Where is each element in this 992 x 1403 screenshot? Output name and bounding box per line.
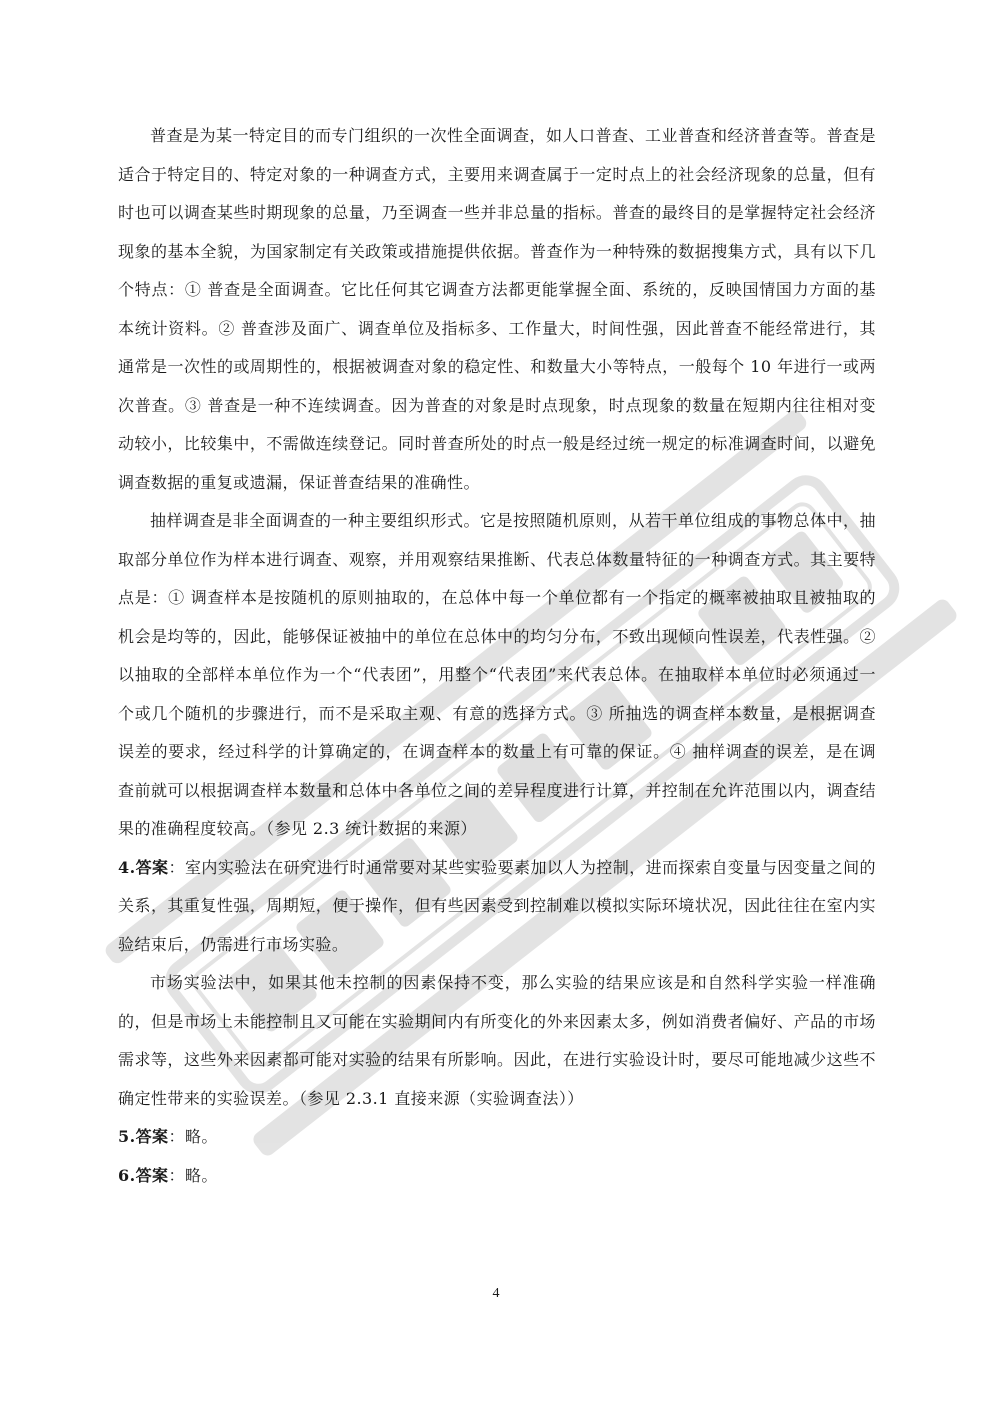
- paragraph-census: 普查是为某一特定目的而专门组织的一次性全面调查，如人口普查、工业普查和经济普查等。普查是适合于特定目的、特定对象的一种调查方式，主要用来调查属于一定时点上的社会经济现象的总量，但有时也可以调查某些时期现象的总量，乃至调查一些并非总量的指标。普查的最终目的是掌握特定社会经济现象的基本全貌，为国家制定有关政策或措施提供依据。普查作为一种特殊的数据搜集方式，具有以下几个特点：① 普查是全面调查。它比任何其它调查方法都更能掌握全面、系统的，反映国情国力方面的基本统计资料。② 普查涉及面广、调查单位及指标多、工作量大，时间性强，因此普查不能经常进行，其通常是一次性的或周期性的，根据被调查对象的稳定性、和数量大小等特点，一般每个 10 年进行一或两次普查。③ 普查是一种不连续调查。因为普查的对象是时点现象，时点现象的数量在短期内往往相对变动较小，比较集中，不需做连续登记。同时普查所处的时点一般是经过统一规定的标准调查时间，以避免调查数据的重复或遗漏，保证普查结果的准确性。: [118, 126, 876, 492]
- paragraph-sampling-survey: 抽样调查是非全面调查的一种主要组织形式。它是按照随机原则，从若干单位组成的事物总体中，抽取部分单位作为样本进行调查、观察，并用观察结果推断、代表总体数量特征的一种调查方式。其主要特点是：① 调查样本是按随机的原则抽取的，在总体中每一个单位都有一个指定的概率被抽取且被抽取的机会是均等的，因此，能够保证被抽中的单位在总体中的均匀分布，不致出现倾向性误差，代表性强。② 以抽取的全部样本单位作为一个“代表团”，用整个“代表团”来代表总体。在抽取样本单位时必须通过一个或几个随机的步骤进行，而不是采取主观、有意的选择方式。③ 所抽选的调查样本数量，是根据调查误差的要求，经过科学的计算确定的，在调查样本的数量上有可靠的保证。④ 抽样调查的误差，是在调查前就可以根据调查样本数量和总体中各单位之间的差异程度进行计算，并控制在允许范围以内，调查结果的准确程度较高。（参见 2.3 统计数据的来源）: [118, 511, 876, 838]
- answer-4-label: 4.答案: [118, 857, 169, 877]
- answer-5-text: ：略。: [168, 1127, 218, 1146]
- answer-4-text: ：室内实验法在研究进行时通常要对某些实验要素加以人为控制，进而探索自变量与因变量之间的关系，其重复性强，周期短，便于操作，但有些因素受到控制难以模拟实际环境状况，因此往往在室内实验结束后，仍需进行市场实验。: [118, 857, 876, 954]
- paragraph-market-experiment: 市场实验法中，如果其他未控制的因素保持不变，那么实验的结果应该是和自然科学实验一样准确的，但是市场上未能控制且又可能在实验期间内有所变化的外来因素太多，例如消费者偏好、产品的市场需求等，这些外来因素都可能对实验的结果有所影响。因此，在进行实验设计时，要尽可能地减少这些不确定性带来的实验误差。（参见 2.3.1 直接来源（实验调查法））: [118, 973, 876, 1108]
- document-body: [118, 117, 876, 1195]
- answer-6-text: ：略。: [168, 1165, 218, 1185]
- answer-5-label: 5.答案: [118, 1127, 169, 1146]
- answer-6: [118, 1157, 876, 1196]
- answer-6-label: 6.答案: [118, 1165, 169, 1185]
- answer-4: [118, 849, 876, 965]
- page-number: 4: [492, 1286, 500, 1301]
- answer-5: [118, 1118, 876, 1157]
